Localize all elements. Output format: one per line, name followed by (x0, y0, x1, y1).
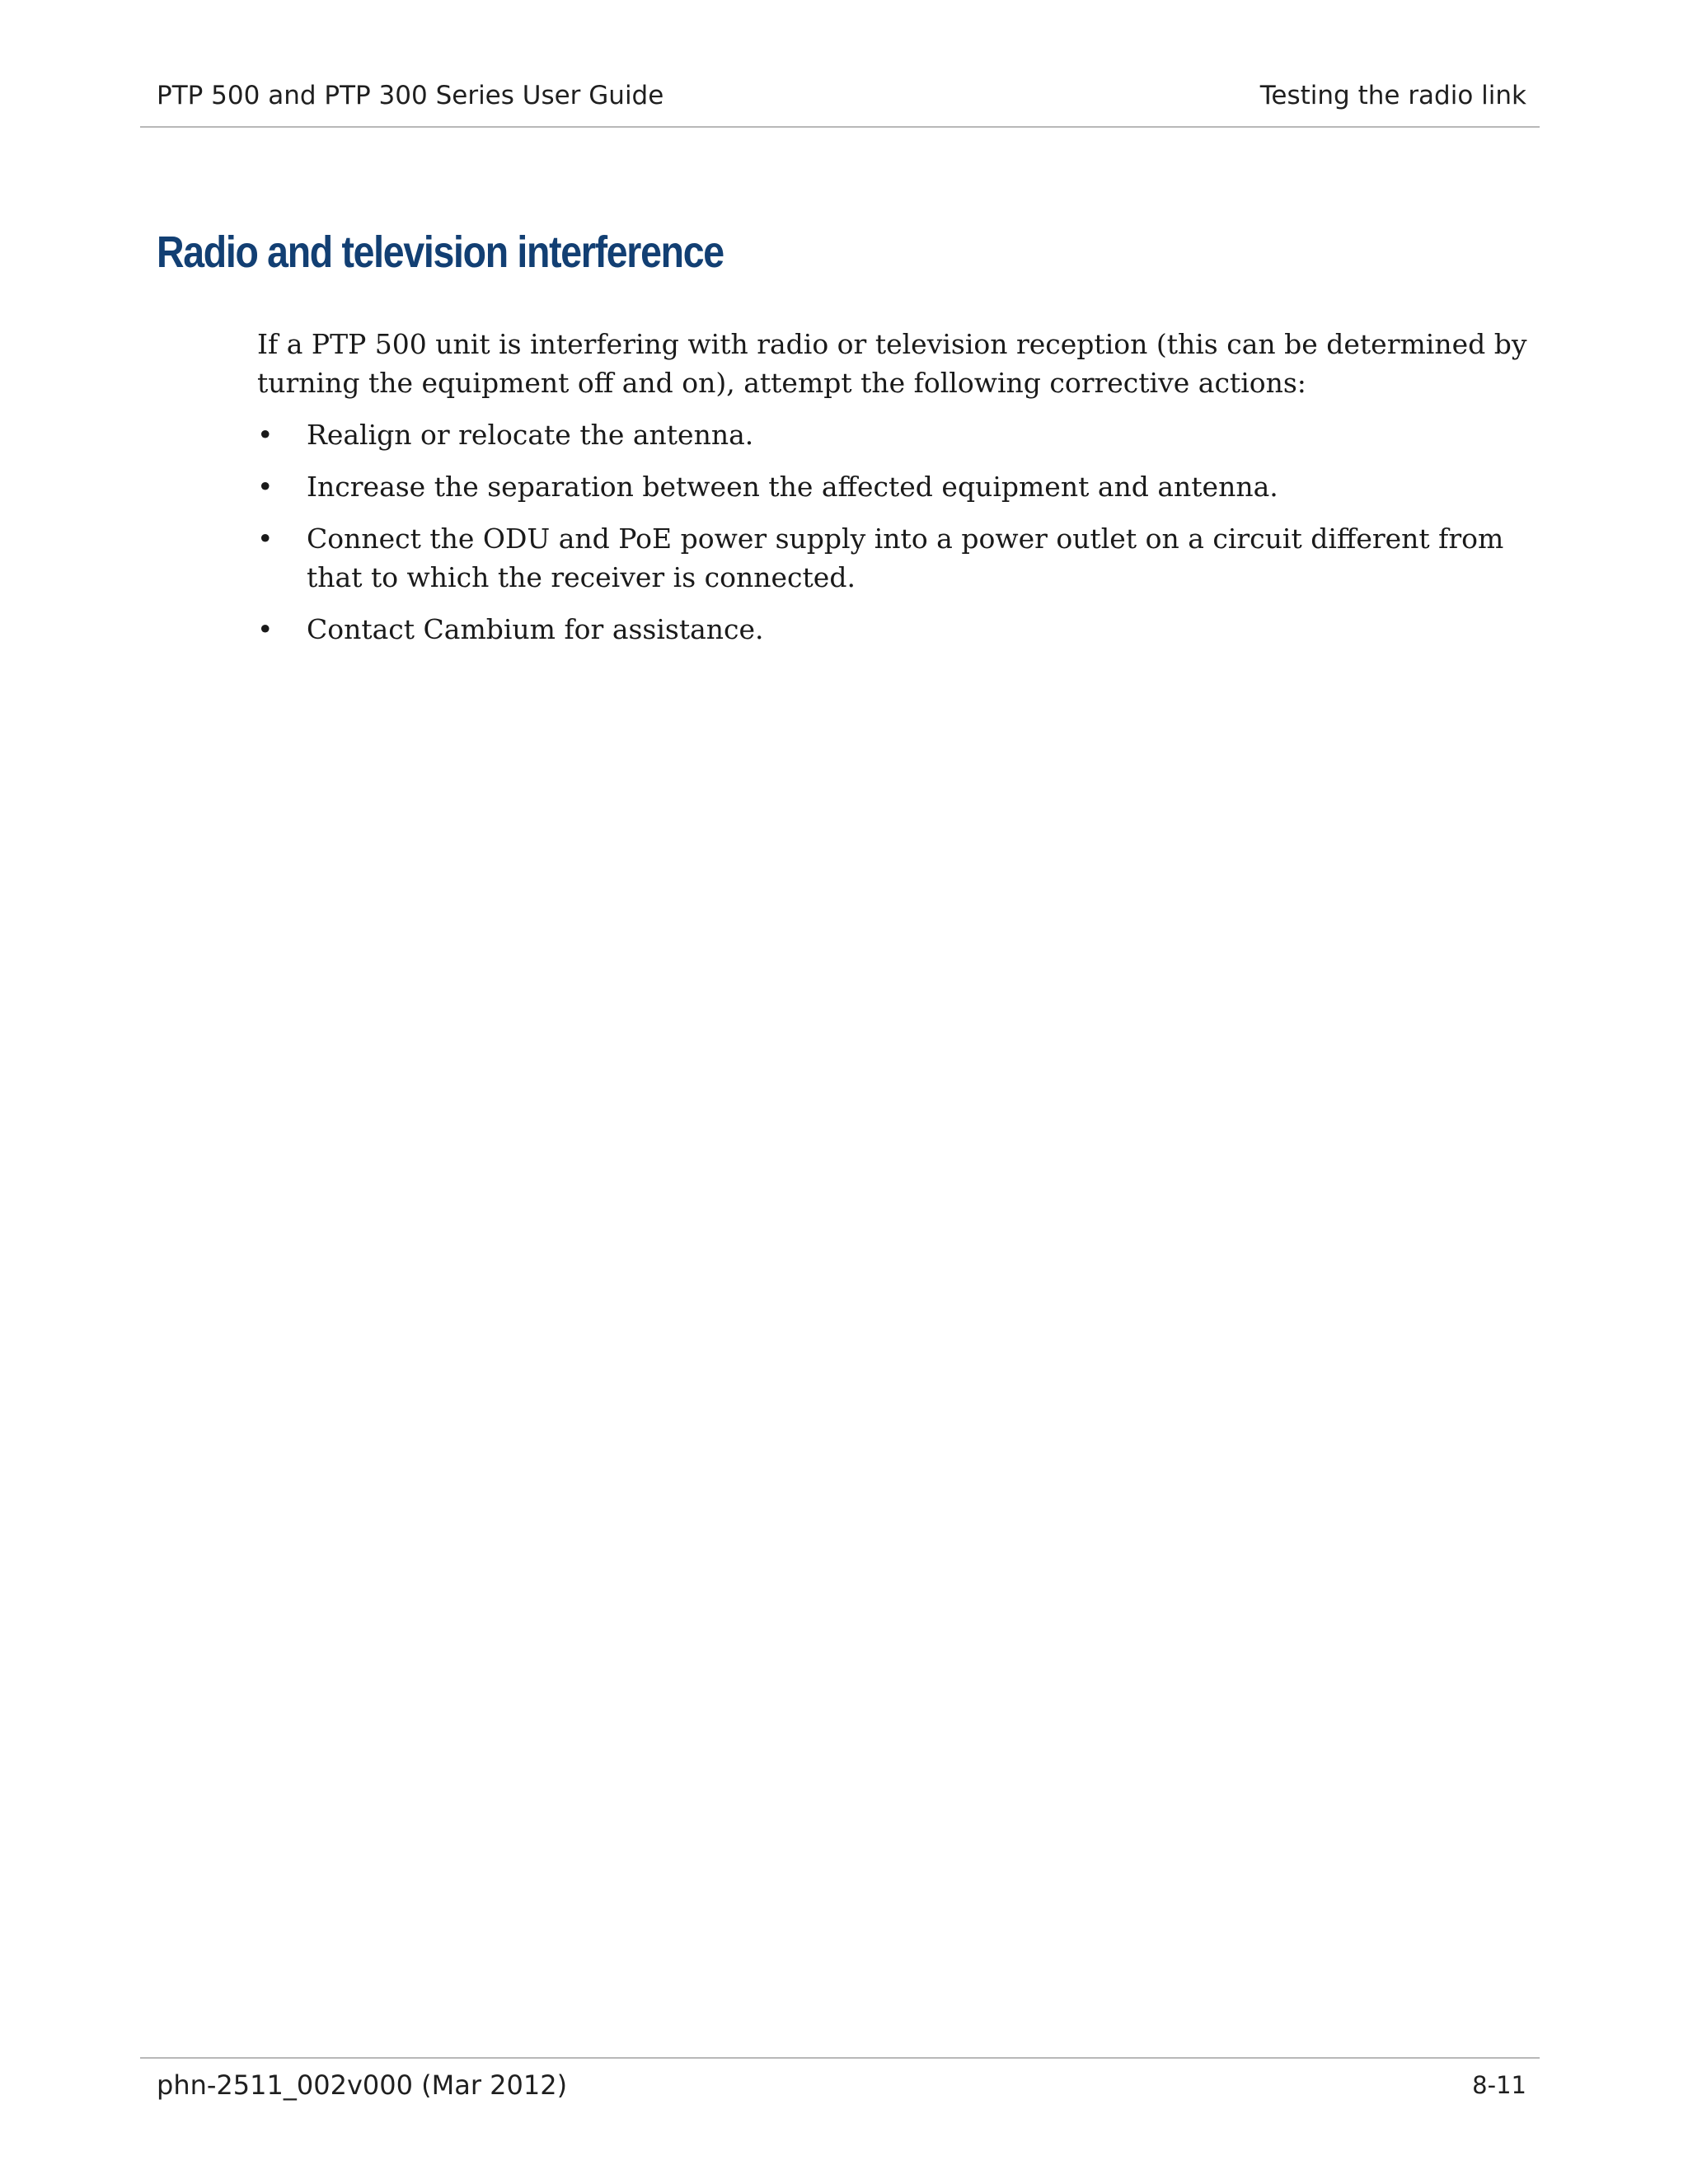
bullet-icon: • (257, 523, 274, 555)
footer-divider (140, 2057, 1540, 2059)
list-item-text: Contact Cambium for assistance. (307, 613, 764, 645)
list-item-text: Connect the ODU and PoE power supply into a power outlet on a circuit different from that to which the receiver is connected. (307, 523, 1504, 593)
list-item (257, 519, 1543, 597)
list-item (257, 467, 1543, 506)
bullet-icon: • (257, 613, 274, 645)
section-title: Radio and television interference (157, 227, 724, 277)
header-document-title: PTP 500 and PTP 300 Series User Guide (157, 81, 664, 110)
page-number: 8-11 (1472, 2071, 1526, 2099)
list-item-text: Increase the separation between the affected equipment and antenna. (307, 471, 1278, 503)
header-divider (140, 126, 1540, 128)
section-body (257, 325, 1543, 662)
bullet-icon: • (257, 419, 274, 451)
header-chapter-title: Testing the radio link (1259, 81, 1526, 110)
footer-document-id: phn-2511_002v000 (Mar 2012) (157, 2069, 568, 2101)
bullet-icon: • (257, 471, 274, 503)
corrective-actions-list (257, 415, 1543, 649)
page-header (157, 79, 1526, 112)
page-footer (157, 2067, 1526, 2103)
list-item (257, 415, 1543, 454)
list-item-text: Realign or relocate the antenna. (307, 419, 754, 451)
intro-paragraph: If a PTP 500 unit is interfering with radio or television reception (this can be determined by turning the equipment off and on), attempt the following corrective actions: (257, 328, 1527, 399)
list-item (257, 610, 1543, 649)
